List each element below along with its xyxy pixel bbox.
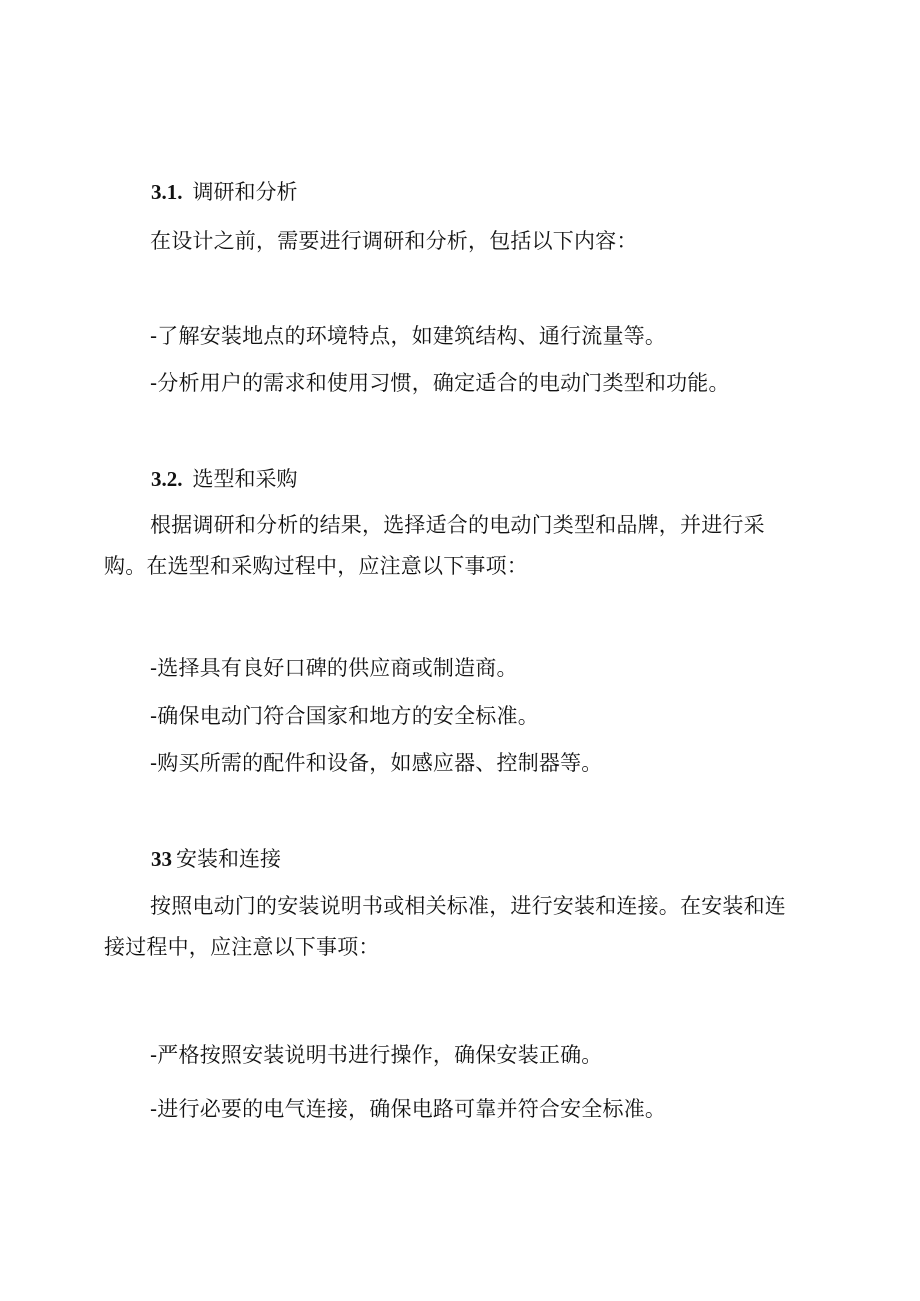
list-item: -严格按照安装说明书进行操作，确保安装正确。 [150, 1043, 603, 1067]
section-heading [151, 178, 298, 206]
list-item: -选择具有良好口碑的供应商或制造商。 [150, 656, 518, 680]
section-number: 33 [151, 847, 172, 871]
section-intro: 按照电动门的安装说明书或相关标准，进行安装和连接。在安装和连接过程中，应注意以下事项： [104, 894, 786, 959]
list-item: -进行必要的电气连接，确保电路可靠并符合安全标准。 [150, 1097, 667, 1121]
section-heading [151, 845, 281, 873]
section-heading [151, 465, 298, 493]
section-title: 选型和采购 [192, 467, 298, 491]
section-title: 安装和连接 [176, 847, 281, 871]
list-item: -确保电动门符合国家和地方的安全标准。 [150, 704, 539, 728]
section-intro: 根据调研和分析的结果，选择适合的电动门类型和品牌，并进行采购。在选型和采购过程中，应注意以下事项： [104, 513, 765, 578]
section-number: 3.2. [151, 467, 183, 491]
list-item: -购买所需的配件和设备，如感应器、控制器等。 [150, 751, 603, 775]
section-intro: 在设计之前，需要进行调研和分析，包括以下内容： [150, 229, 638, 253]
section-number: 3.1. [151, 180, 183, 204]
list-item: -分析用户的需求和使用习惯，确定适合的电动门类型和功能。 [150, 371, 730, 395]
section-title: 调研和分析 [192, 180, 298, 204]
list-item: -了解安装地点的环境特点，如建筑结构、通行流量等。 [150, 324, 667, 348]
